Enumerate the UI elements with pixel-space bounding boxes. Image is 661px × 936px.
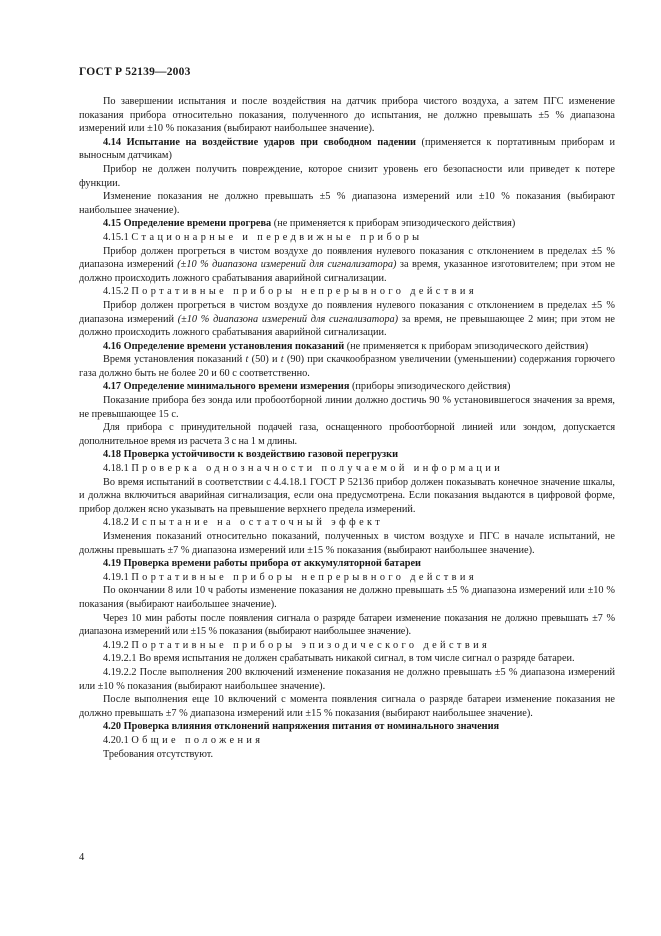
paragraph-p29 xyxy=(79,734,615,748)
section-heading: 4.17 Определение минимального времени измерения xyxy=(103,381,350,393)
paragraph-p01 xyxy=(79,95,615,136)
paragraph-p21 xyxy=(79,571,615,585)
subsection-title: Испытание на остаточный эффект xyxy=(131,517,384,529)
paragraph-p04 xyxy=(79,190,615,217)
paragraph-p30 xyxy=(79,748,615,762)
text-run: 4.19.2.1 Во время испытания не должен срабатывать никакой сигнал, в том числе сигнал о разряде батареи. xyxy=(103,653,575,665)
text-run: Во время испытаний в соответствии с 4.4.18.1 ГОСТ Р 52136 прибор должен показывать конечное значение шкалы, и должна включиться аварийная сигнализация, если она предусмотрена. Если показания выдаются в цифровой форме, прибор должен ясно указывать на превышение верхнего предела измерений. xyxy=(79,476,615,515)
paragraph-p20 xyxy=(79,557,615,571)
text-run: 4.20.1 xyxy=(103,734,132,746)
text-run: 4.18.2 xyxy=(103,517,132,529)
document-body xyxy=(79,95,615,761)
paragraph-p27 xyxy=(79,693,615,720)
text-run: (применяется к портативным приборам и выносным датчикам) xyxy=(79,136,616,162)
paragraph-p28 xyxy=(79,720,615,734)
subsection-title: Портативные приборы непрерывного действия xyxy=(131,571,477,583)
text-run: t xyxy=(280,354,284,366)
text-run: Прибор должен прогреться в чистом воздухе до появления нулевого показания с отклонением в пределах ±5 % диапазона измерений xyxy=(79,245,615,271)
section-heading: 4.16 Определение времени установления показаний xyxy=(103,340,345,352)
text-run: Изменения показаний относительно показаний, полученных в чистом воздухе и ПГС в начале испытаний, не должны превышать ±7 % диапазона измерений или ±15 % показания (выбирают наибольшее значение). xyxy=(79,531,615,556)
text-run: 4.15.2 xyxy=(103,286,132,298)
paragraph-p24 xyxy=(79,639,615,653)
paragraph-p18 xyxy=(79,516,615,530)
text-run: (±10 % диапазона измерений для сигнализатора) xyxy=(177,259,397,271)
text-run: t xyxy=(245,354,249,366)
text-run: Время установления показаний xyxy=(103,354,246,366)
paragraph-p14 xyxy=(79,421,615,448)
text-run: 4.19.1 xyxy=(103,571,132,583)
text-run: Прибор должен прогреться в чистом воздухе до появления нулевого показания с отклонением в пределах ±5 % диапазона измерений xyxy=(79,299,615,325)
text-run: Требования отсутствуют. xyxy=(103,748,214,760)
text-run: Через 10 мин работы после появления сигнала о разряде батареи изменение показания не должно превышать ±7 % диапазона измерений или ±15 % показания (выбирают наибольшее значение). xyxy=(79,612,615,638)
text-run: По завершении испытания и после воздействия на датчик прибора чистого воздуха, а затем ПГС изменение показания прибора относительно показания, полученного до испытания, не должно превышать ±5 % диапазона измерений или ±10 % показания (выбирают наибольшее значение). xyxy=(79,96,615,135)
paragraph-p23 xyxy=(79,612,615,639)
paragraph-p19 xyxy=(79,530,615,557)
paragraph-p08 xyxy=(79,285,615,299)
text-run: По окончании 8 или 10 ч работы изменение показания не должно превышать ±5 % диапазона измерений или ±10 % показания (выбирают наибольшее значение). xyxy=(79,585,615,610)
text-run: 4.19.2 xyxy=(103,639,132,651)
paragraph-p05 xyxy=(79,217,615,231)
text-run: (±10 % диапазона измерений для сигнализатора) xyxy=(177,313,399,325)
paragraph-p12 xyxy=(79,380,615,394)
text-run: (90) при скачкообразном увеличении (уменьшении) содержания горючего газа должно быть не более 20 и 60 с соответственно. xyxy=(79,354,616,379)
document-header: ГОСТ Р 52139—2003 xyxy=(79,66,191,78)
text-run: за время, не превышающее 2 мин; при этом не должно происходить ложного срабатывания аварийной сигнализации. xyxy=(79,313,615,339)
paragraph-p07 xyxy=(79,245,615,286)
text-run: Показание прибора без зонда или пробоотборной линии должно достичь 90 % установившегося значения за время, не превышающее 15 с. xyxy=(79,395,615,420)
paragraph-p02 xyxy=(79,136,615,163)
text-run: Изменение показания не должно превышать ±5 % диапазона измерений или ±10 % показания (выбирают наибольшее значение). xyxy=(79,191,615,216)
text-run: (50) и xyxy=(248,354,281,366)
paragraph-p03 xyxy=(79,163,615,190)
text-run: 4.18.1 xyxy=(103,463,132,475)
subsection-title: Общие положения xyxy=(131,734,264,746)
section-heading: 4.18 Проверка устойчивости к воздействию газовой перегрузки xyxy=(103,449,399,461)
section-heading: 4.20 Проверка влияния отклонений напряжения питания от номинального значения xyxy=(103,721,500,733)
section-heading: 4.15 Определение времени прогрева xyxy=(103,218,272,230)
text-run: Для прибора с принудительной подачей газа, оснащенного пробоотборной линией или зондом, допускается дополнительное время из расчета 3 с на 1 м длины. xyxy=(79,422,615,447)
text-run: (приборы эпизодического действия) xyxy=(349,381,511,393)
paragraph-p10 xyxy=(79,340,615,354)
paragraph-p16 xyxy=(79,462,615,476)
paragraph-p09 xyxy=(79,299,615,340)
paragraph-p13 xyxy=(79,394,615,421)
paragraph-p11 xyxy=(79,353,615,380)
page-number: 4 xyxy=(79,852,85,863)
text-run: Прибор не должен получить повреждение, которое снизит уровень его безопасности или приведет к потере функции. xyxy=(79,163,615,189)
paragraph-p25 xyxy=(79,652,615,666)
paragraph-p26 xyxy=(79,666,615,693)
subsection-title: Стационарные и передвижные приборы xyxy=(131,231,423,243)
subsection-title: Портативные приборы непрерывного действия xyxy=(131,286,477,298)
text-run: После выполнения еще 10 включений с момента появления сигнала о разряде батареи изменение показания не должно превышать ±7 % диапазона измерений или ±15 % показания (выбирают наибольшее значение). xyxy=(79,694,615,719)
paragraph-p17 xyxy=(79,476,615,517)
section-heading: 4.14 Испытание на воздействие ударов при свободном падении xyxy=(103,136,416,148)
subsection-title: Портативные приборы эпизодического действия xyxy=(131,639,491,651)
paragraph-p22 xyxy=(79,584,615,611)
text-run: (не применяется к приборам эпизодического действия) xyxy=(271,218,516,230)
text-run: (не применяется к приборам эпизодического действия) xyxy=(344,340,589,352)
paragraph-p15 xyxy=(79,448,615,462)
text-run: 4.15.1 xyxy=(103,231,132,243)
text-run: 4.19.2.2 После выполнения 200 включений изменение показания не должно превышать ±5 % диапазона измерений или ±10 % показания (выбирают наибольшее значение). xyxy=(79,666,615,692)
section-heading: 4.19 Проверка времени работы прибора от аккумуляторной батареи xyxy=(103,558,421,570)
text-run: за время, указанное изготовителем; при этом не должно происходить ложного срабатывания аварийной сигнализации. xyxy=(79,259,615,284)
paragraph-p06 xyxy=(79,231,615,245)
subsection-title: Проверка однозначности получаемой информации xyxy=(131,463,504,475)
